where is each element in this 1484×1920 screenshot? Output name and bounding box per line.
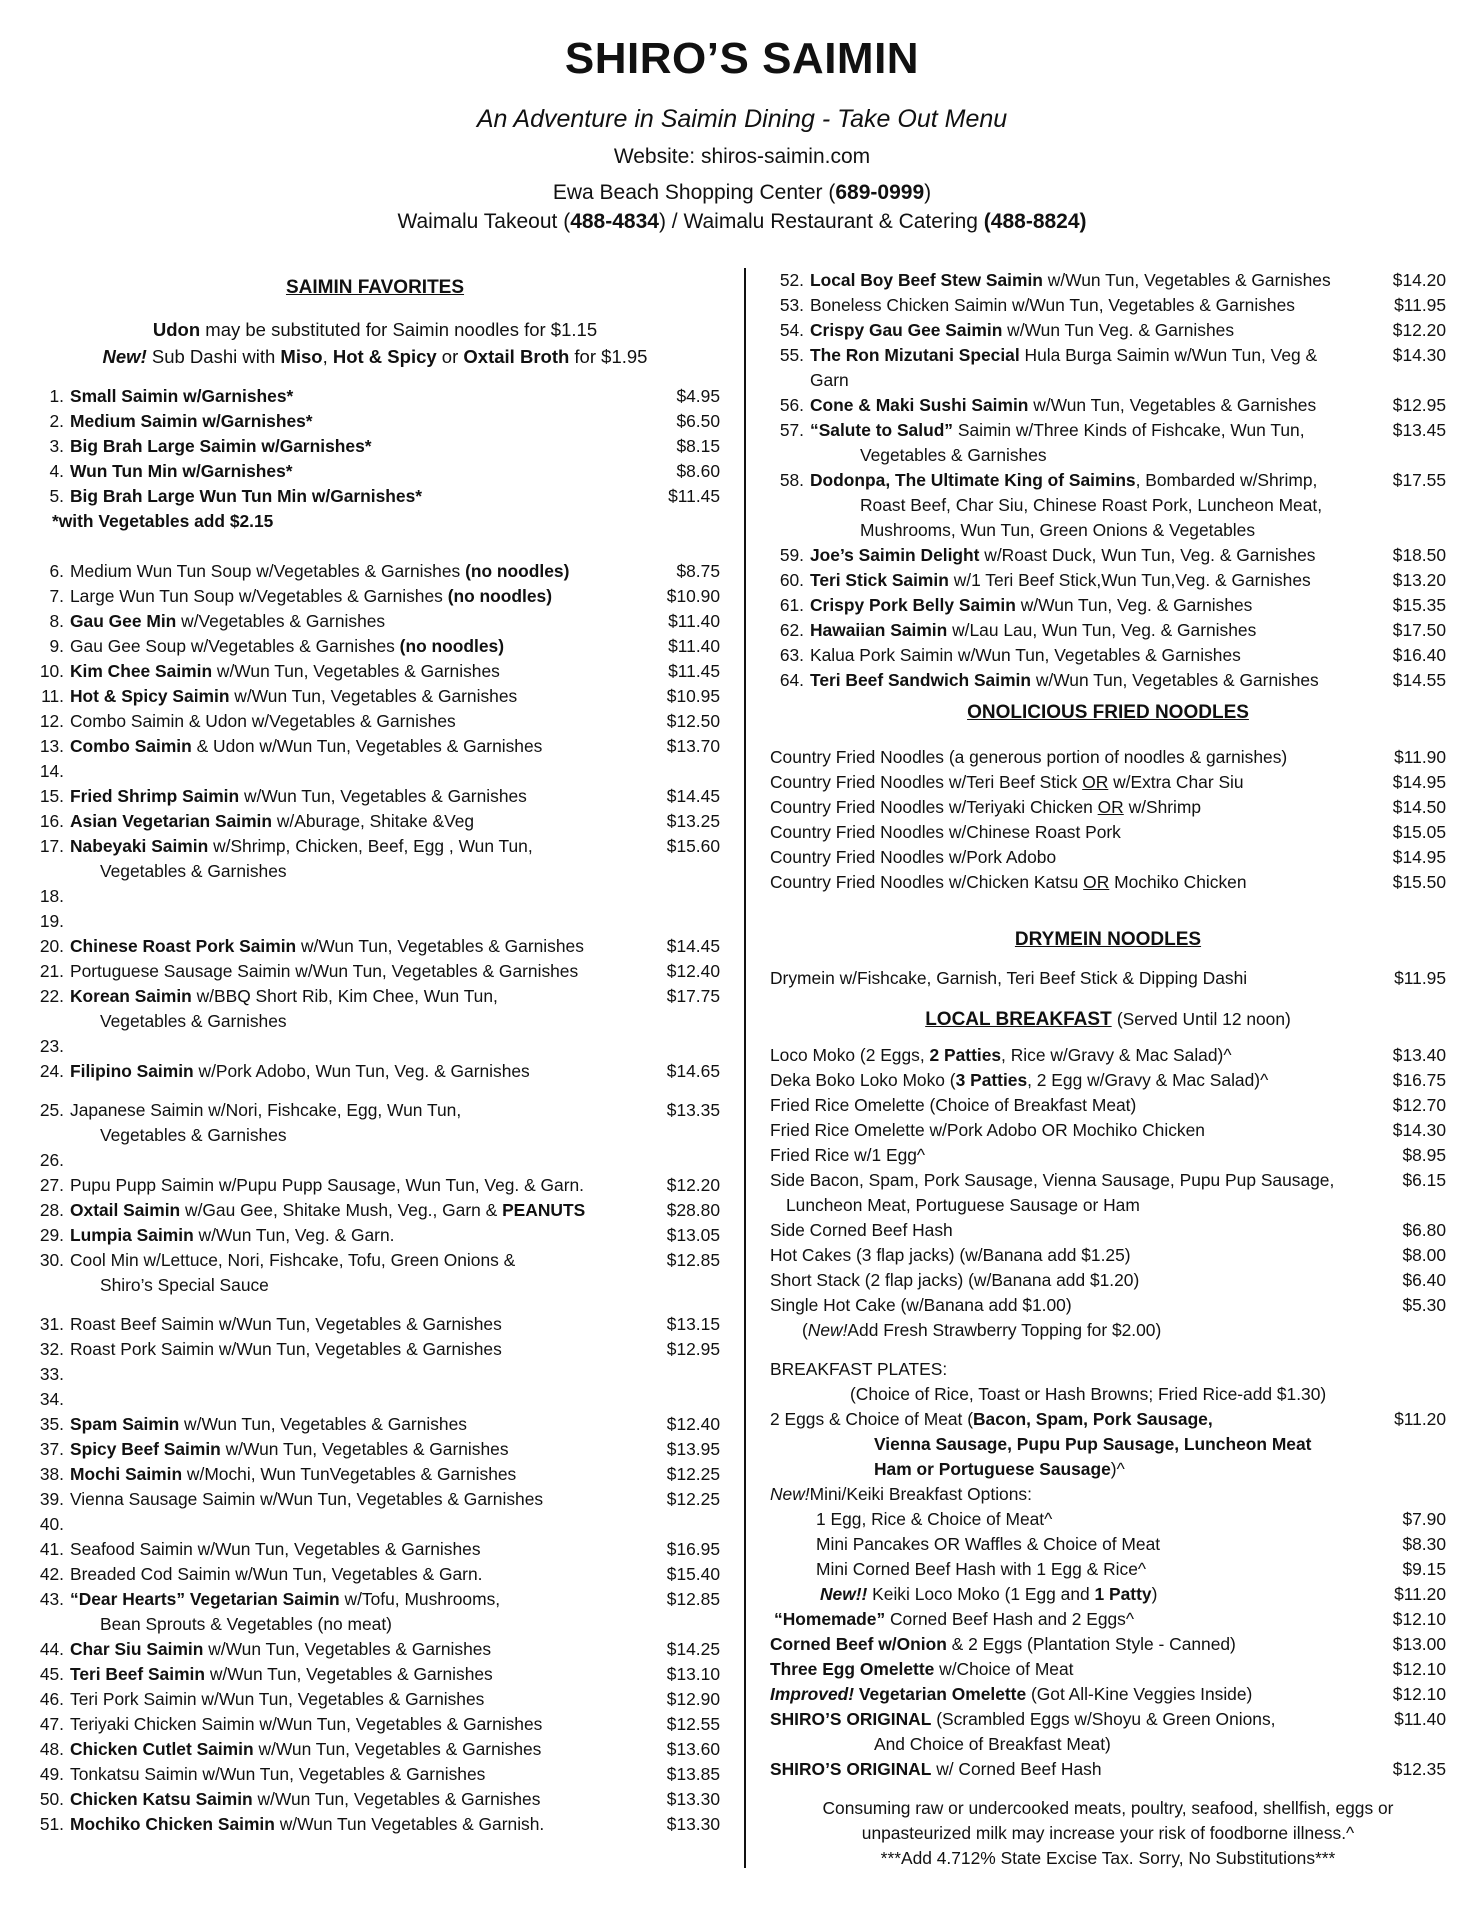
menu-item: 49. Tonkatsu Saimin w/Wun Tun, Vegetables & Garnishes $13.85: [39, 1764, 720, 1784]
menu-item: Deka Boko Loko Moko (3 Patties, 2 Egg w/Gravy & Mac Salad)^ $16.75: [770, 1070, 1446, 1090]
menu-item: Country Fried Noodles w/Teriyaki Chicken OR w/Shrimp $14.50: [770, 797, 1446, 817]
menu-item: “Homemade” Corned Beef Hash and 2 Eggs^ $12.10: [774, 1609, 1446, 1629]
mini-breakfast-list: [770, 1507, 1446, 1582]
fried-noodles-heading: ONOLICIOUS FRIED NOODLES: [967, 702, 1249, 723]
menu-item: Country Fried Noodles w/Chinese Roast Pork $15.05: [770, 822, 1446, 842]
menu-item: 39. Vienna Sausage Saimin w/Wun Tun, Vegetables & Garnishes $12.25: [39, 1489, 720, 1509]
empty-slot: 23.: [39, 1036, 64, 1056]
empty-slot: 14.: [39, 761, 64, 781]
basic-saimin-list: [30, 384, 720, 509]
empty-slot: 26.: [39, 1150, 64, 1170]
menu-item: 44. Char Siu Saimin w/Wun Tun, Vegetables & Garnishes $14.25: [39, 1639, 720, 1659]
menu-item: 41. Seafood Saimin w/Wun Tun, Vegetables & Garnishes $16.95: [39, 1539, 720, 1559]
menu-item: Country Fried Noodles w/Pork Adobo $14.95: [770, 847, 1446, 867]
menu-item: 28. Oxtail Saimin w/Gau Gee, Shitake Mush, Veg., Garn & PEANUTS $28.80: [39, 1200, 720, 1220]
veg-note: *with Vegetables add $2.15: [52, 511, 274, 531]
menu-item: Side Bacon, Spam, Pork Sausage, Vienna Sausage, Pupu Pup Sausage, Luncheon Meat, Portuguese Sausage or Ham $6.15: [770, 1170, 1446, 1215]
menu-item: 1 Egg, Rice & Choice of Meat^ $7.90: [816, 1509, 1446, 1529]
saimin-favorites-heading: SAIMIN FAVORITES: [285, 277, 465, 298]
menu-item: 6. Medium Wun Tun Soup w/Vegetables & Garnishes (no noodles) $8.75: [49, 561, 720, 581]
menu-item: New!! Keiki Loco Moko (1 Egg and 1 Patty) $11.20: [820, 1584, 1446, 1604]
menu-item: 3. Big Brah Large Saimin w/Garnishes* $8.15: [49, 436, 720, 456]
menu-item: 47. Teriyaki Chicken Saimin w/Wun Tun, Vegetables & Garnishes $12.55: [39, 1714, 720, 1734]
location-ewa-beach: Ewa Beach Shopping Center (689-0999): [552, 181, 932, 204]
dashi-note: New! Sub Dashi with Miso, Hot & Spicy or Oxtail Broth for $1.95: [102, 346, 648, 367]
menu-item: 64. Teri Beef Sandwich Saimin w/Wun Tun, Vegetables & Garnishes $14.55: [779, 670, 1446, 690]
menu-item: Country Fried Noodles (a generous portion of noodles & garnishes) $11.90: [770, 747, 1446, 767]
menu-item: 2. Medium Saimin w/Garnishes* $6.50: [49, 411, 720, 431]
empty-slot: 33.: [39, 1364, 64, 1384]
empty-slot: 34.: [39, 1389, 64, 1409]
menu-item: 9. Gau Gee Soup w/Vegetables & Garnishes (no noodles) $11.40: [49, 636, 720, 656]
menu-item: 25. Japanese Saimin w/Nori, Fishcake, Egg, Wun Tun, Vegetables & Garnishes $13.35: [39, 1100, 720, 1145]
menu-item: 43. “Dear Hearts” Vegetarian Saimin w/Tofu, Mushrooms, Bean Sprouts & Vegetables (no meat) $12.85: [39, 1589, 720, 1634]
menu-item: Short Stack (2 flap jacks) (w/Banana add $1.20) $6.40: [770, 1270, 1446, 1290]
footer-notice: Consuming raw or undercooked meats, poultry, seafood, shellfish, eggs or unpasteurized milk may increase your risk of foodborne illness.^ ***Add 4.712% State Excise Tax. Sorry, No Substitutions***: [822, 1798, 1394, 1868]
plates-heading: BREAKFAST PLATES:: [770, 1359, 948, 1379]
location-waimalu: Waimalu Takeout (488-4834) / Waimalu Restaurant & Catering (488-8824): [397, 210, 1087, 233]
menu-item: 31. Roast Beef Saimin w/Wun Tun, Vegetables & Garnishes $13.15: [39, 1314, 720, 1334]
saimin-items-list-cont: [770, 268, 1446, 693]
right-column: [770, 268, 1446, 1871]
menu-item: Fried Rice Omelette (Choice of Breakfast Meat) $12.70: [770, 1095, 1446, 1115]
menu-item: Fried Rice Omelette w/Pork Adobo OR Mochiko Chicken $14.30: [770, 1120, 1446, 1140]
column-divider: [744, 268, 746, 1868]
menu-item: 27. Pupu Pupp Saimin w/Pupu Pupp Sausage, Wun Tun, Veg. & Garn. $12.20: [39, 1175, 720, 1195]
mini-heading: New! Mini/Keiki Breakfast Options:: [770, 1484, 1032, 1504]
menu-item: 56. Cone & Maki Sushi Saimin w/Wun Tun, Vegetables & Garnishes $12.95: [779, 395, 1446, 415]
menu-item: 22. Korean Saimin w/BBQ Short Rib, Kim Chee, Wun Tun, Vegetables & Garnishes $17.75: [39, 986, 720, 1031]
left-column: [30, 268, 720, 1837]
drymein-heading: DRYMEIN NOODLES: [1014, 929, 1202, 950]
menu-item: 61. Crispy Pork Belly Saimin w/Wun Tun, Veg. & Garnishes $15.35: [779, 595, 1446, 615]
saimin-items-list: [30, 559, 720, 1837]
restaurant-title: SHIRO’S SAIMIN: [564, 34, 920, 83]
menu-item: Fried Rice w/1 Egg^ $8.95: [770, 1145, 1446, 1165]
menu-item: 17. Nabeyaki Saimin w/Shrimp, Chicken, Beef, Egg , Wun Tun, Vegetables & Garnishes $15.60: [39, 836, 720, 881]
menu-item: Improved! Vegetarian Omelette (Got All-Kine Veggies Inside) $12.10: [770, 1684, 1446, 1704]
menu-item: 48. Chicken Cutlet Saimin w/Wun Tun, Vegetables & Garnishes $13.60: [39, 1739, 720, 1759]
menu-item: 42. Breaded Cod Saimin w/Wun Tun, Vegetables & Garn. $15.40: [39, 1564, 720, 1584]
menu-item: 15. Fried Shrimp Saimin w/Wun Tun, Vegetables & Garnishes $14.45: [39, 786, 720, 806]
tagline: An Adventure in Saimin Dining - Take Out Menu: [476, 105, 1008, 133]
menu-item: 29. Lumpia Saimin w/Wun Tun, Veg. & Garn. $13.05: [39, 1225, 720, 1245]
fried-noodles-list: [770, 745, 1446, 895]
empty-slot: 40.: [39, 1514, 64, 1534]
plates-note: (Choice of Rice, Toast or Hash Browns; Fried Rice-add $1.30): [850, 1384, 1327, 1404]
menu-item: 58. Dodonpa, The Ultimate King of Saimins, Bombarded w/Shrimp, Roast Beef, Char Siu, Chinese Roast Pork, Luncheon Meat, Mushrooms, Wun Tun, Green Onions & Vegetables $17.55: [779, 470, 1446, 540]
menu-item: Corned Beef w/Onion & 2 Eggs (Plantation Style - Canned) $13.00: [770, 1634, 1446, 1654]
breakfast-heading: LOCAL BREAKFAST (Served Until 12 noon): [925, 1009, 1291, 1030]
menu-item: 63. Kalua Pork Saimin w/Wun Tun, Vegetables & Garnishes $16.40: [779, 645, 1446, 665]
menu-item: 60. Teri Stick Saimin w/1 Teri Beef Stick,Wun Tun,Veg. & Garnishes $13.20: [779, 570, 1446, 590]
menu-item: Side Corned Beef Hash $6.80: [770, 1220, 1446, 1240]
menu-item: 62. Hawaiian Saimin w/Lau Lau, Wun Tun, Veg. & Garnishes $17.50: [779, 620, 1446, 640]
menu-item: 21. Portuguese Sausage Saimin w/Wun Tun, Vegetables & Garnishes $12.40: [39, 961, 720, 981]
udon-note: Udon may be substituted for Saimin noodles for $1.15: [152, 319, 598, 340]
menu-item: 57. “Salute to Salud” Saimin w/Three Kinds of Fishcake, Wun Tun, Vegetables & Garnishes $13.45: [779, 420, 1446, 465]
menu-item: 7. Large Wun Tun Soup w/Vegetables & Garnishes (no noodles) $10.90: [49, 586, 720, 606]
menu-item: 16. Asian Vegetarian Saimin w/Aburage, Shitake &Veg $13.25: [39, 811, 720, 831]
menu-item: Three Egg Omelette w/Choice of Meat $12.10: [770, 1659, 1446, 1679]
menu-item: 53. Boneless Chicken Saimin w/Wun Tun, Vegetables & Garnishes $11.95: [779, 295, 1446, 315]
menu-item: 30. Cool Min w/Lettuce, Nori, Fishcake, Tofu, Green Onions & Shiro’s Special Sauce $12.85: [39, 1250, 720, 1295]
menu-item: Hot Cakes (3 flap jacks) (w/Banana add $1.25) $8.00: [770, 1245, 1446, 1265]
menu-item: 51. Mochiko Chicken Saimin w/Wun Tun Vegetables & Garnish. $13.30: [39, 1814, 720, 1834]
menu-item: 11. Hot & Spicy Saimin w/Wun Tun, Vegetables & Garnishes $10.95: [41, 686, 720, 706]
menu-item: Single Hot Cake (w/Banana add $1.00) $5.30: [770, 1295, 1446, 1315]
menu-item: Country Fried Noodles w/Chicken Katsu OR Mochiko Chicken $15.50: [770, 872, 1446, 892]
menu-item: 59. Joe’s Saimin Delight w/Roast Duck, Wun Tun, Veg. & Garnishes $18.50: [779, 545, 1446, 565]
menu-item: 24. Filipino Saimin w/Pork Adobo, Wun Tun, Veg. & Garnishes $14.65: [39, 1061, 720, 1081]
menu-item: 55. The Ron Mizutani Special Hula Burga Saimin w/Wun Tun, Veg & Garn $14.30: [779, 345, 1446, 390]
menu-item: 1. Small Saimin w/Garnishes* $4.95: [49, 386, 720, 406]
menu-item: 8. Gau Gee Min w/Vegetables & Garnishes $11.40: [49, 611, 720, 631]
menu-item: Mini Corned Beef Hash with 1 Egg & Rice^ $9.15: [816, 1559, 1446, 1579]
menu-item: 38. Mochi Saimin w/Mochi, Wun TunVegetables & Garnishes $12.25: [39, 1464, 720, 1484]
menu-item: 12. Combo Saimin & Udon w/Vegetables & Garnishes $12.50: [39, 711, 720, 731]
menu-item: 54. Crispy Gau Gee Saimin w/Wun Tun Veg. & Garnishes $12.20: [779, 320, 1446, 340]
website-text: Website: shiros-saimin.com: [613, 145, 871, 168]
menu-item: 13. Combo Saimin & Udon w/Wun Tun, Vegetables & Garnishes $13.70: [39, 736, 720, 756]
empty-slot: 18.: [39, 886, 64, 906]
menu-item: 35. Spam Saimin w/Wun Tun, Vegetables & Garnishes $12.40: [39, 1414, 720, 1434]
menu-item: 50. Chicken Katsu Saimin w/Wun Tun, Vegetables & Garnishes $13.30: [39, 1789, 720, 1809]
menu-item: 46. Teri Pork Saimin w/Wun Tun, Vegetables & Garnishes $12.90: [39, 1689, 720, 1709]
empty-slot: 19.: [39, 911, 64, 931]
menu-item: 2 Eggs & Choice of Meat (Bacon, Spam, Pork Sausage, Vienna Sausage, Pupu Pup Sausage, Luncheon Meat Ham or Portuguese Sausage)^ $11.20: [770, 1409, 1446, 1479]
strawberry-note: ( New! Add Fresh Strawberry Topping for $2.00): [802, 1320, 1162, 1340]
breakfast-list: [770, 1043, 1446, 1318]
menu-item: 45. Teri Beef Saimin w/Wun Tun, Vegetables & Garnishes $13.10: [39, 1664, 720, 1684]
menu-item: Drymein w/Fishcake, Garnish, Teri Beef Stick & Dipping Dashi $11.95: [770, 968, 1446, 988]
menu-item: Mini Pancakes OR Waffles & Choice of Meat $8.30: [816, 1534, 1446, 1554]
menu-item: 4. Wun Tun Min w/Garnishes* $8.60: [49, 461, 720, 481]
menu-item: 5. Big Brah Large Wun Tun Min w/Garnishes* $11.45: [49, 486, 720, 506]
menu-item: Loco Moko (2 Eggs, 2 Patties, Rice w/Gravy & Mac Salad)^ $13.40: [770, 1045, 1446, 1065]
menu-item: SHIRO’S ORIGINAL w/ Corned Beef Hash $12.35: [770, 1759, 1446, 1779]
menu-item: Country Fried Noodles w/Teri Beef Stick OR w/Extra Char Siu $14.95: [770, 772, 1446, 792]
menu-item: 10. Kim Chee Saimin w/Wun Tun, Vegetables & Garnishes $11.45: [39, 661, 720, 681]
menu-item: 20. Chinese Roast Pork Saimin w/Wun Tun, Vegetables & Garnishes $14.45: [39, 936, 720, 956]
menu-item: 37. Spicy Beef Saimin w/Wun Tun, Vegetables & Garnishes $13.95: [39, 1439, 720, 1459]
menu-item: 32. Roast Pork Saimin w/Wun Tun, Vegetables & Garnishes $12.95: [39, 1339, 720, 1359]
menu-item: 52. Local Boy Beef Stew Saimin w/Wun Tun, Vegetables & Garnishes $14.20: [779, 270, 1446, 290]
menu-item: SHIRO’S ORIGINAL (Scrambled Eggs w/Shoyu & Green Onions, And Choice of Breakfast Meat) $11.40: [770, 1709, 1446, 1754]
